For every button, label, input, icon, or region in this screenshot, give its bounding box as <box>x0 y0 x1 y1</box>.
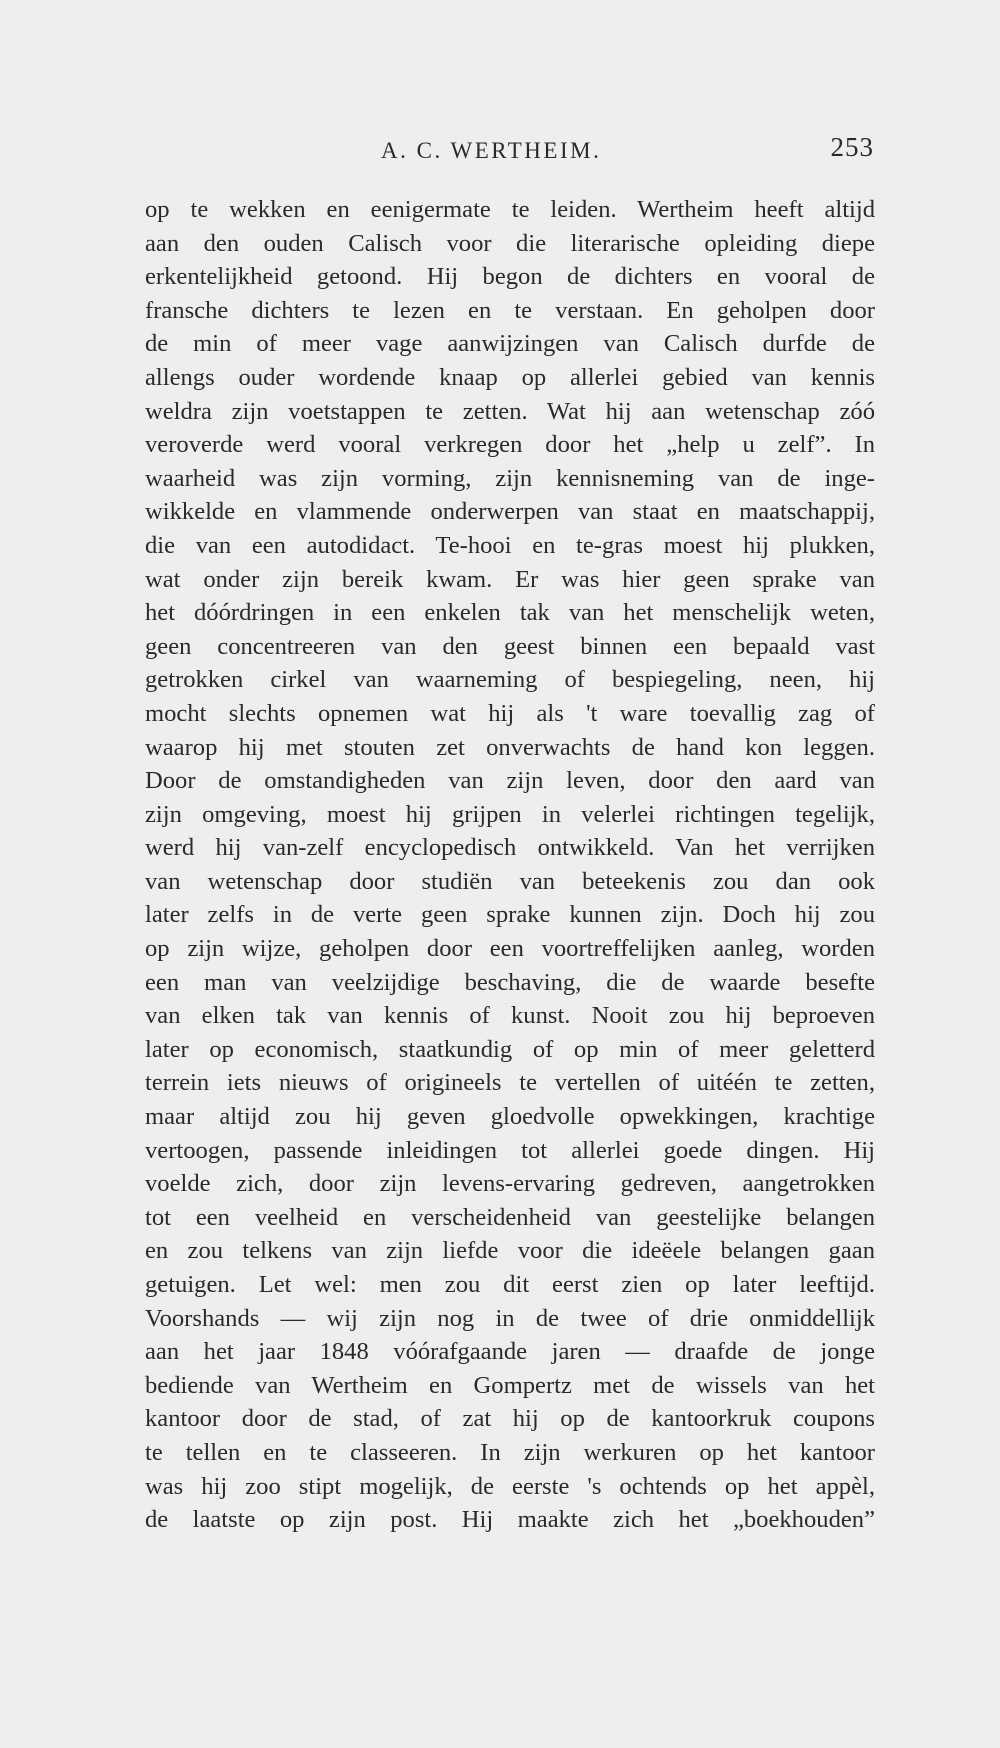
text-line: op zijn wijze, geholpen door een voortreffelijken aanleg, worden <box>145 935 875 963</box>
text-line: maar altijd zou hij geven gloedvolle opwekkingen, krachtige <box>145 1103 875 1131</box>
text-line: Door de omstandigheden van zijn leven, door den aard van <box>145 767 875 795</box>
text-line: aan het jaar 1848 vóórafgaande jaren — draafde de jonge <box>145 1338 875 1366</box>
text-line: aan den ouden Calisch voor die literarische opleiding diepe <box>145 229 875 257</box>
text-line: van elken tak van kennis of kunst. Nooit zou hij beproeven <box>145 1002 875 1030</box>
text-line: fransche dichters te lezen en te verstaan. En geholpen door <box>145 296 875 324</box>
text-line: vertoogen, passende inleidingen tot allerlei goede dingen. Hij <box>145 1136 875 1164</box>
text-line: getuigen. Let wel: men zou dit eerst zien op later leeftijd. <box>145 1271 875 1298</box>
text-line: tot een veelheid en verscheidenheid van geestelijke belangen <box>145 1203 875 1231</box>
text-line: bediende van Wertheim en Gompertz met de wissels van het <box>145 1371 875 1399</box>
text-line: wikkelde en vlammende onderwerpen van staat en maatschappij, <box>145 498 875 526</box>
text-line: allengs ouder wordende knaap op allerlei gebied van kennis <box>145 363 875 391</box>
text-line: het dóórdringen in een enkelen tak van het menschelijk weten, <box>145 599 875 627</box>
text-line: kantoor door de stad, of zat hij op de kantoorkruk coupons <box>145 1405 875 1433</box>
text-line: waarheid was zijn vorming, zijn kennisneming van de inge- <box>145 464 875 492</box>
text-line: erkentelijkheid getoond. Hij begon de dichters en vooral de <box>145 263 875 291</box>
text-line: die van een autodidact. Te-hooi en te-gras moest hij plukken, <box>145 531 875 559</box>
text-line: terrein iets nieuws of origineels te vertellen of uitéén te zetten, <box>145 1069 875 1097</box>
text-line: te tellen en te classeeren. In zijn werkuren op het kantoor <box>145 1438 875 1466</box>
text-line: later zelfs in de verte geen sprake kunnen zijn. Doch hij zou <box>145 901 875 929</box>
text-line: de min of meer vage aanwijzingen van Calisch durfde de <box>145 330 875 358</box>
running-head: A. C. WERTHEIM. <box>381 138 602 163</box>
text-line: op te wekken en eenigermate te leiden. Wertheim heeft altijd <box>145 196 875 223</box>
text-line: een man van veelzijdige beschaving, die de waarde besefte <box>145 968 875 996</box>
text-line: getrokken cirkel van waarneming of bespiegeling, neen, hij <box>145 666 875 694</box>
text-line: waarop hij met stouten zet onverwachts de hand kon leggen. <box>145 733 875 761</box>
text-line: Voorshands — wij zijn nog in de twee of drie onmiddellijk <box>145 1304 875 1332</box>
text-line: werd hij van-zelf encyclopedisch ontwikkeld. Van het verrijken <box>145 834 875 862</box>
text-line: de laatste op zijn post. Hij maakte zich het „boekhouden” <box>145 1506 875 1534</box>
text-line: en zou telkens van zijn liefde voor die ideëele belangen gaan <box>145 1237 875 1265</box>
text-line: later op economisch, staatkundig of op min of meer geletterd <box>145 1035 875 1063</box>
text-line: zijn omgeving, moest hij grijpen in velerlei richtingen tegelijk, <box>145 800 875 828</box>
text-line: voelde zich, door zijn levens-ervaring gedreven, aangetrokken <box>145 1170 875 1198</box>
text-line: veroverde werd vooral verkregen door het „help u zelf”. In <box>145 431 875 459</box>
text-line: mocht slechts opnemen wat hij als 't ware toevallig zag of <box>145 699 875 727</box>
text-line: van wetenschap door studiën van beteekenis zou dan ook <box>145 867 875 895</box>
text-line: geen concentreeren van den geest binnen een bepaald vast <box>145 632 875 660</box>
text-line: was hij zoo stipt mogelijk, de eerste 's ochtends op het appèl, <box>145 1472 875 1500</box>
text-line: weldra zijn voetstappen te zetten. Wat hij aan wetenschap zóó <box>145 397 875 425</box>
page-number: 253 <box>830 132 874 162</box>
text-line: wat onder zijn bereik kwam. Er was hier geen sprake van <box>145 565 875 593</box>
body-text <box>145 193 875 1537</box>
page-header <box>146 132 874 174</box>
